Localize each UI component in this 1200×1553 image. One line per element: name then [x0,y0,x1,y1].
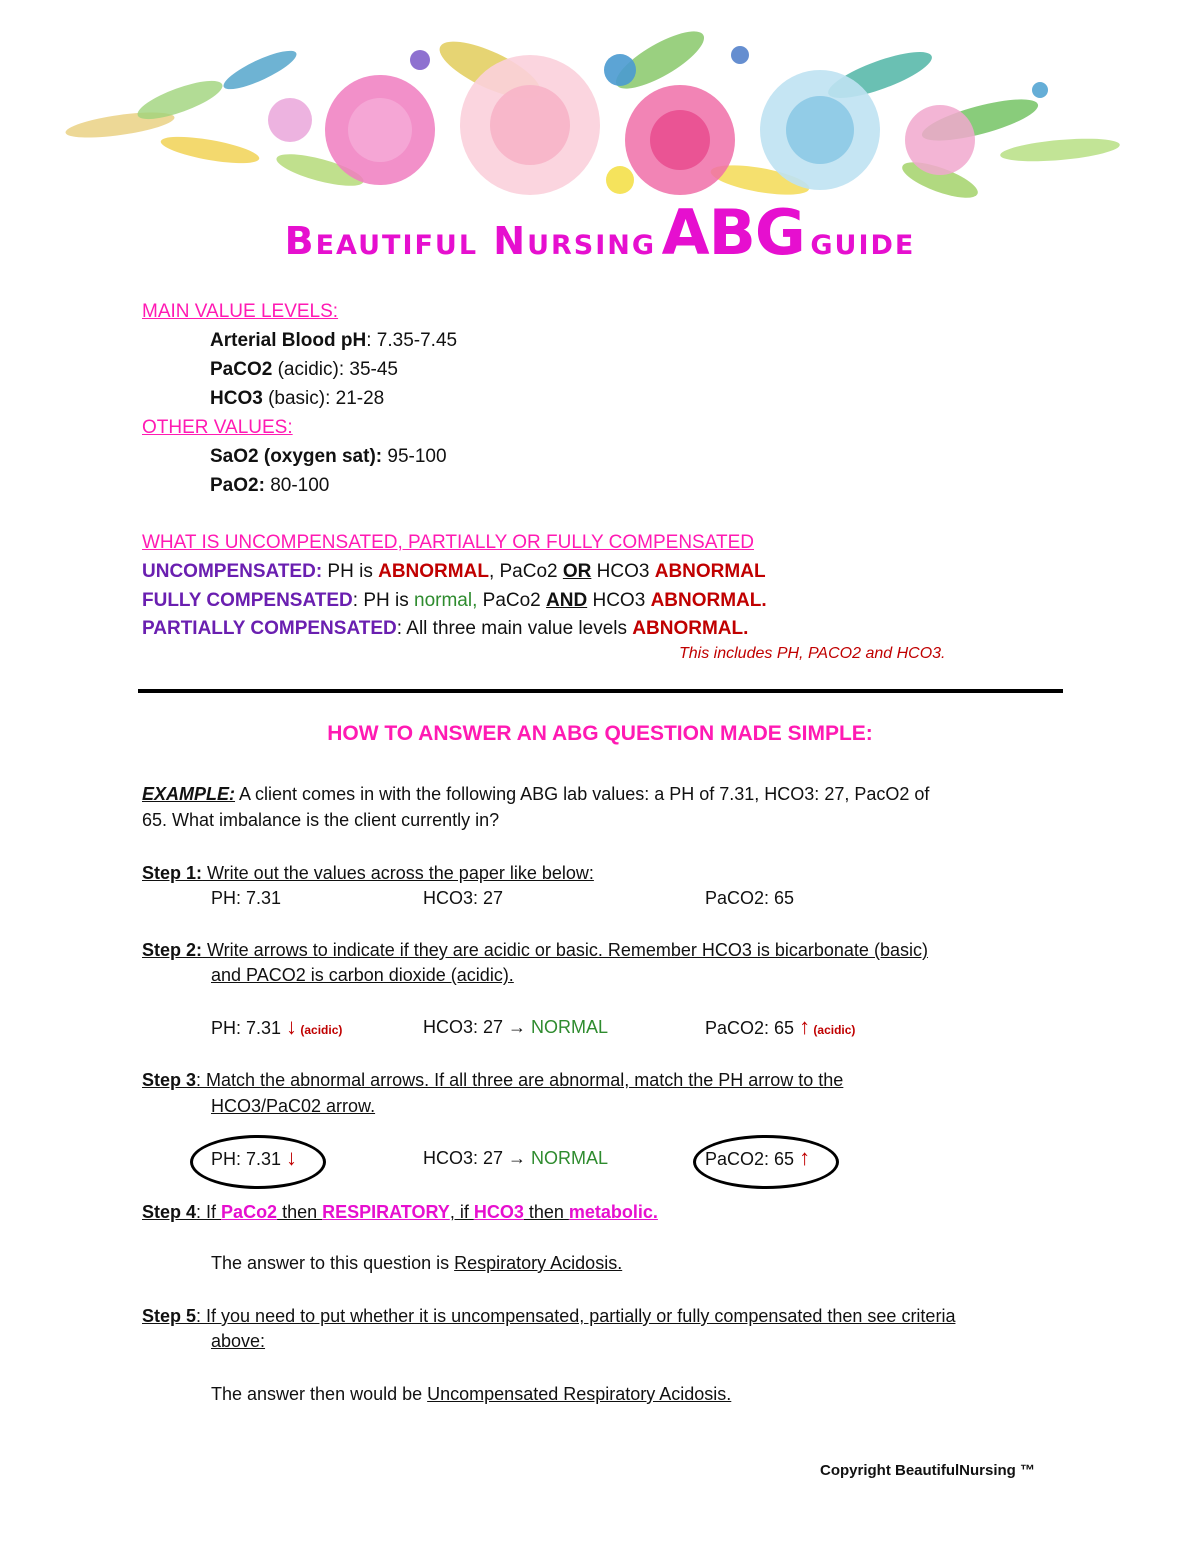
fully-compensated-row: FULLY COMPENSATED: PH is normal, PaCo2 AND HCO3 ABNORMAL. [142,590,767,611]
other-value-row: SaO2 (oxygen sat): 95-100 [210,446,447,467]
step-2: Step 2: Write arrows to indicate if they are acidic or basic. Remember HCO3 is bicarbonate (basic) [142,940,928,960]
main-value-row: PaCO2 (acidic): 35-45 [210,359,398,380]
step2-ph: PH: 7.31 ↓ (acidic) [211,1014,343,1039]
example-line: 65. What imbalance is the client currently in? [142,810,500,830]
other-value-row: PaO2: 80-100 [210,475,330,496]
main-value-row: Arterial Blood pH: 7.35-7.45 [210,330,458,351]
step1-hco3: HCO3: 27 [423,888,504,908]
page-title [0,196,1200,269]
step3-hco3: HCO3: 27 → NORMAL [423,1148,609,1168]
main-values-heading: MAIN VALUE LEVELS: [142,301,339,322]
up-arrow-icon: ↑ [799,1145,811,1170]
step2-hco3: HCO3: 27 → NORMAL [423,1017,609,1037]
step3-ph: PH: 7.31 ↓ [211,1145,298,1170]
step-5-cont: above: [211,1331,266,1351]
title-part1: Beautiful Nursing [284,219,657,263]
step-5: Step 5: If you need to put whether it is uncompensated, partially or fully compensated then see criteria [142,1306,956,1326]
up-arrow-icon: ↑ [799,1014,811,1039]
floral-header-illustration [60,30,1140,220]
other-values-heading: OTHER VALUES: [142,417,293,438]
down-arrow-icon: ↓ [286,1145,298,1170]
step-3: Step 3: Match the abnormal arrows. If all three are abnormal, match the PH arrow to the [142,1070,844,1090]
main-value-row: HCO3 (basic): 21-28 [210,388,385,409]
step1-paco2: PaCO2: 65 [705,888,795,908]
down-arrow-icon: ↓ [286,1014,298,1039]
partially-compensated-row: PARTIALLY COMPENSATED: All three main value levels ABNORMAL. [142,618,749,639]
step3-paco2: PaCO2: 65 ↑ [705,1145,811,1170]
step5-answer: The answer then would be Uncompensated Respiratory Acidosis. [211,1384,732,1404]
step-3-cont: HCO3/PaC02 arrow. [211,1096,376,1116]
section-divider [138,689,1063,693]
copyright: Copyright BeautifulNursing ™ [820,1462,1035,1479]
uncompensated-row: UNCOMPENSATED: PH is ABNORMAL, PaCo2 OR HCO3 ABNORMAL [142,561,766,582]
step1-ph: PH: 7.31 [211,888,282,908]
step-4: Step 4: If PaCo2 then RESPIRATORY, if HCO3 then metabolic. [142,1202,658,1222]
step4-answer: The answer to this question is Respiratory Acidosis. [211,1253,623,1273]
title-abg: ABG [661,196,805,269]
step2-paco2: PaCO2: 65 ↑ (acidic) [705,1014,856,1039]
title-part2: guide [810,219,916,263]
compensation-heading: WHAT IS UNCOMPENSATED, PARTIALLY OR FULLY COMPENSATED [142,532,754,553]
step-1: Step 1: Write out the values across the paper like below: [142,863,594,883]
howto-heading: HOW TO ANSWER AN ABG QUESTION MADE SIMPLE: [327,722,873,745]
compensation-note: This includes PH, PACO2 and HCO3. [679,645,946,662]
step-2-cont: and PACO2 is carbon dioxide (acidic). [211,965,514,985]
example-line: EXAMPLE: A client comes in with the following ABG lab values: a PH of 7.31, HCO3: 27, PacO2 of [142,784,930,804]
